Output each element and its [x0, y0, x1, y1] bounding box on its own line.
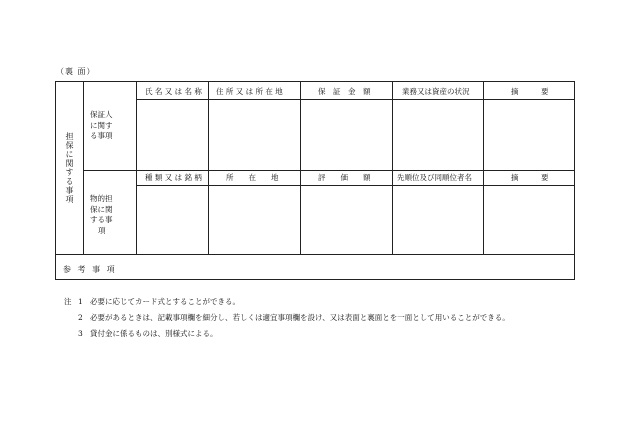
col-divider-section — [83, 82, 84, 254]
collateral-label-line: 物的担 — [90, 194, 113, 203]
security-section-label: 担保に関する事項 — [65, 132, 74, 204]
note-text: 必要に応じてカード式とすることができる。 — [90, 297, 240, 306]
collateral-label-line: 保に関 — [90, 204, 113, 214]
header-guarantor-name: 氏 名 又 は 名 称 — [145, 87, 202, 96]
header-appraised-value: 評 価 額 — [318, 173, 371, 182]
collateral-label-line: 項 — [98, 225, 106, 235]
header-prior-lienholders: 先順位及び同順位者名 — [397, 173, 472, 182]
header-guarantor-address: 住 所 又 は 所 在 地 — [216, 87, 283, 96]
guarantor-label-line: 保証人 — [90, 110, 113, 119]
row-divider-remarks — [56, 254, 575, 255]
header-guarantor-summary: 摘 要 — [511, 87, 549, 96]
col-divider-subsection — [136, 82, 137, 254]
header-collateral-summary: 摘 要 — [511, 173, 549, 182]
header-collateral-type: 種 類 又 は 銘 柄 — [145, 173, 202, 182]
note-number: 3 — [78, 329, 83, 338]
row-divider-section-split — [83, 170, 575, 171]
note-number: 1 — [78, 297, 83, 306]
note-item — [64, 294, 510, 310]
header-collateral-location: 所 在 地 — [226, 173, 279, 182]
note-text: 必要があるときは、記載事項欄を細分し、若しくは適宜事項欄を設け、又は表面と裏面とを一面として用いることができる。 — [90, 313, 510, 322]
note-item — [64, 326, 510, 342]
security-form-table — [55, 81, 575, 280]
notes-prefix: 注 — [64, 297, 72, 306]
collateral-label-line: する事 — [90, 215, 113, 224]
guarantor-label-line: に関す — [90, 120, 113, 130]
col-divider-3 — [392, 82, 393, 254]
guarantor-label-line: る事項 — [90, 131, 113, 140]
header-business-assets: 業務又は資産の状況 — [402, 87, 470, 96]
row-divider-guarantor-header — [136, 99, 575, 100]
back-side-label: （裏 面） — [56, 67, 96, 76]
note-item — [64, 310, 510, 326]
row-divider-collateral-header — [136, 185, 575, 186]
note-text: 貸付金に係るものは、別様式による。 — [90, 329, 218, 338]
note-number: 2 — [78, 313, 83, 322]
remarks-label: 参 考 事 項 — [63, 265, 117, 274]
guarantor-section-label — [90, 110, 113, 142]
header-guarantee-amount: 保 証 金 額 — [318, 87, 371, 96]
col-divider-2 — [300, 82, 301, 254]
col-divider-4 — [483, 82, 484, 254]
notes-section — [64, 294, 510, 342]
collateral-section-label — [90, 194, 113, 236]
col-divider-1 — [208, 82, 209, 254]
